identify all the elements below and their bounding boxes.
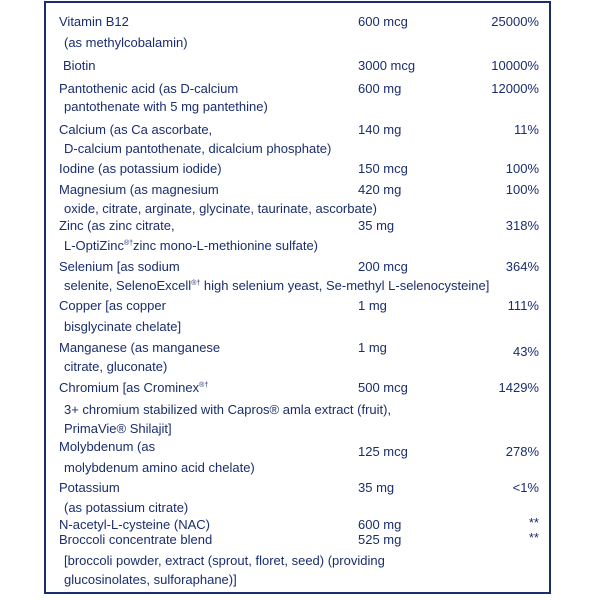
nutrient-amount: 1 mg	[358, 298, 387, 313]
nutrient-detail: (as potassium citrate)	[64, 500, 189, 515]
nutrient-detail: pantothenate with 5 mg pantethine)	[64, 99, 268, 114]
nutrient-daily-value: 12000%	[491, 81, 539, 96]
nutrient-detail: bisglycinate chelate]	[64, 319, 182, 334]
nutrient-name: Pantothenic acid (as D-calcium	[59, 81, 239, 96]
nutrient-amount: 525 mg	[358, 532, 402, 547]
nutrient-name: Manganese (as manganese	[59, 340, 221, 355]
nutrient-daily-value: 25000%	[491, 14, 539, 29]
nutrient-detail: citrate, gluconate)	[64, 359, 168, 374]
nutrient-daily-value: 318%	[505, 218, 539, 233]
nutrient-detail: (as methylcobalamin)	[64, 35, 188, 50]
nutrient-name: N-acetyl-L-cysteine (NAC)	[59, 517, 210, 532]
supplement-facts-panel	[44, 1, 551, 594]
nutrient-name: Biotin	[63, 58, 96, 73]
nutrient-daily-value: 1429%	[498, 380, 539, 395]
nutrient-daily-value: 100%	[505, 182, 539, 197]
nutrient-amount: 500 mcg	[358, 380, 408, 395]
nutrient-amount: 200 mcg	[358, 259, 408, 274]
nutrient-daily-value: 111%	[507, 298, 539, 313]
nutrient-detail: PrimaVie® Shilajit]	[64, 421, 172, 436]
nutrient-detail: selenite, SelenoExcell®† high selenium yeast, Se-methyl L-selenocysteine]	[64, 278, 490, 293]
nutrient-name: Calcium (as Ca ascorbate,	[59, 122, 213, 137]
nutrient-name: Magnesium (as magnesium	[59, 182, 219, 197]
nutrient-name: Iodine (as potassium iodide)	[59, 161, 222, 176]
nutrient-amount: 600 mcg	[358, 14, 408, 29]
nutrient-daily-value: 11%	[513, 122, 539, 137]
nutrient-name: Broccoli concentrate blend	[59, 532, 213, 547]
nutrient-name: Potassium	[59, 480, 120, 495]
nutrient-detail: L-OptiZinc®†zinc mono-L-methionine sulfate)	[64, 238, 319, 253]
nutrient-amount: 600 mg	[358, 81, 402, 96]
nutrient-detail: D-calcium pantothenate, dicalcium phosphate)	[64, 141, 332, 156]
nutrient-daily-value: 100%	[505, 161, 539, 176]
nutrient-name: Chromium [as Crominex®†	[59, 380, 209, 395]
nutrient-detail: glucosinolates, sulforaphane)]	[64, 572, 237, 587]
nutrient-daily-value: **	[528, 530, 539, 545]
nutrient-amount: 35 mg	[358, 480, 395, 495]
nutrient-daily-value: <1%	[512, 480, 539, 495]
nutrient-amount: 600 mg	[358, 517, 402, 532]
nutrient-amount: 420 mg	[358, 182, 402, 197]
nutrient-detail: oxide, citrate, arginate, glycinate, taurinate, ascorbate)	[64, 201, 377, 216]
nutrient-amount: 150 mcg	[358, 161, 408, 176]
nutrient-name: Molybdenum (as	[59, 439, 156, 454]
nutrient-detail: molybdenum amino acid chelate)	[64, 460, 255, 475]
nutrient-daily-value: 43%	[512, 344, 539, 359]
nutrient-daily-value: **	[528, 515, 539, 530]
nutrient-amount: 35 mg	[358, 218, 395, 233]
nutrient-daily-value: 10000%	[491, 58, 539, 73]
nutrient-name: Copper [as copper	[59, 298, 166, 313]
nutrient-name: Selenium [as sodium	[59, 259, 180, 274]
nutrient-daily-value: 364%	[505, 259, 539, 274]
nutrient-detail: [broccoli powder, extract (sprout, floret, seed) (providing	[64, 553, 385, 568]
nutrient-amount: 125 mcg	[358, 444, 408, 459]
nutrient-amount: 1 mg	[358, 340, 387, 355]
nutrient-detail: 3+ chromium stabilized with Capros® amla extract (fruit),	[64, 402, 392, 417]
nutrient-amount: 3000 mcg	[358, 58, 416, 73]
nutrient-name: Vitamin B12	[59, 14, 129, 29]
nutrient-amount: 140 mg	[358, 122, 402, 137]
nutrient-daily-value: 278%	[505, 444, 539, 459]
nutrient-name: Zinc (as zinc citrate,	[59, 218, 175, 233]
